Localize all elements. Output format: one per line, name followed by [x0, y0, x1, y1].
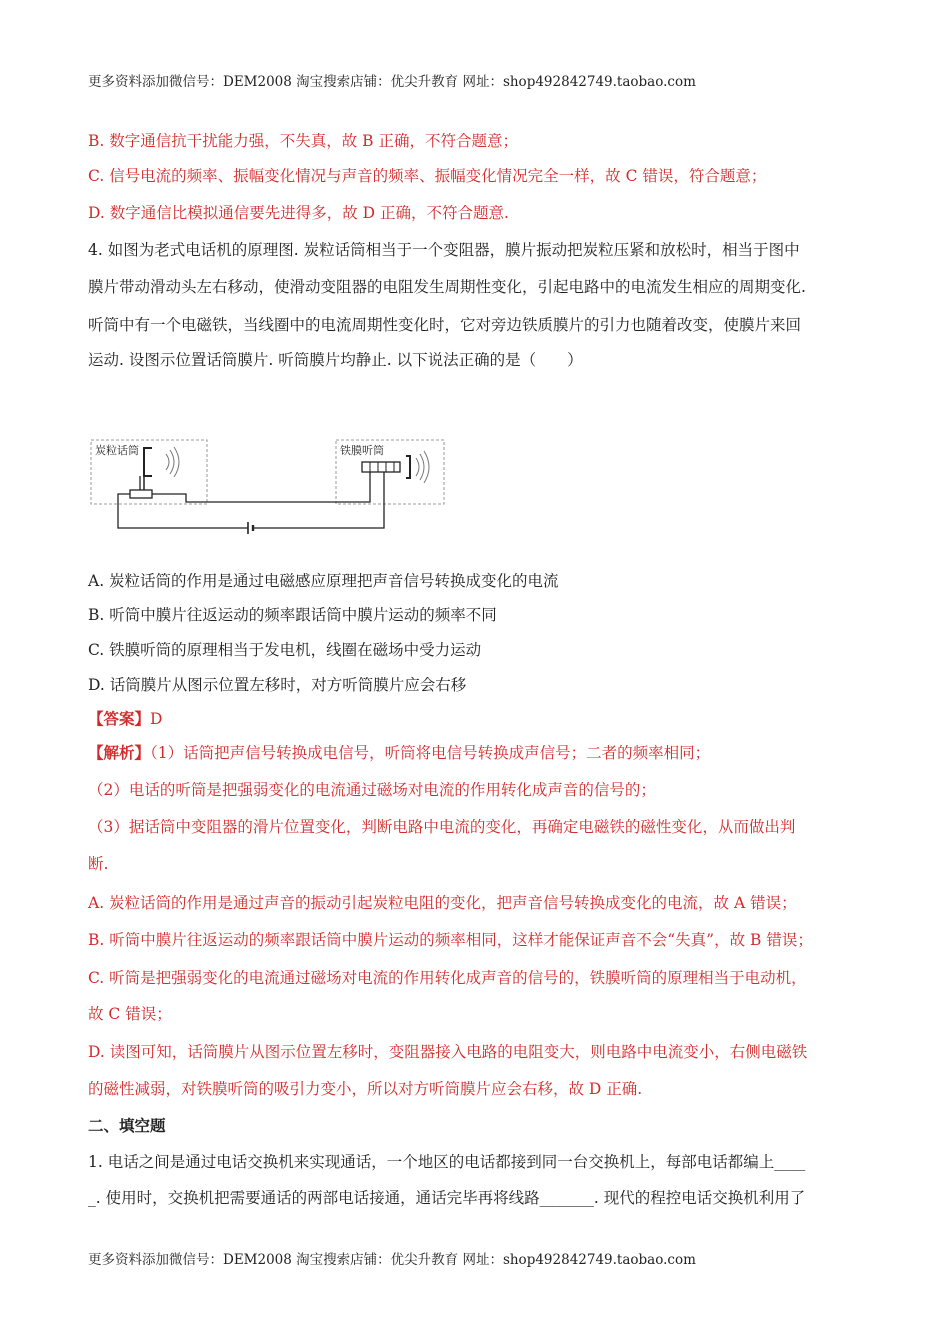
prev-option-d: D. 数字通信比模拟通信要先进得多，故 D 正确，不符合题意.	[88, 204, 509, 222]
analysis-line-1	[88, 743, 710, 763]
carbon-microphone-label: 炭粒话筒	[95, 444, 139, 457]
receiver-sound-wave-icon	[416, 458, 419, 476]
sound-wave-icon	[166, 454, 169, 470]
q4-line-3: 听筒中有一个电磁铁，当线圈中的电流周期性变化时，它对旁边铁质膜片的引力也随着改变，使膜片来回	[88, 316, 802, 334]
analysis-line-6: B. 听筒中膜片往返运动的频率跟话筒中膜片运动的频率相同，这样才能保证声音不会“失真”，故 B 错误；	[88, 931, 813, 949]
answer-value: D	[150, 710, 163, 728]
q4-line-2: 膜片带动滑动头左右移动，使滑动变阻器的电阻发生周期性变化，引起电路中的电流发生相应的周期变化.	[88, 278, 806, 296]
iron-receiver-label: 铁膜听筒	[340, 444, 384, 457]
fill-q1-line-2: _. 使用时，交换机把需要通话的两部电话接通，通话完毕再将线路_______. 现代的程控电话交换机利用了	[88, 1189, 806, 1207]
answer-line	[88, 709, 162, 729]
section-title: 二、填空题	[88, 1116, 166, 1135]
analysis-line-2: （2）电话的听筒是把强弱变化的电流通过磁场对电流的作用转化成声音的信号的；	[88, 781, 656, 799]
analysis-line-7: C. 听筒是把强弱变化的电流通过磁场对电流的作用转化成声音的信号的，铁膜听筒的原理相当于电动机，	[88, 969, 807, 987]
receiver-diaphragm	[406, 456, 410, 478]
analysis-line-3: （3）据话筒中变阻器的滑片位置变化，判断电路中电流的变化，再确定电磁铁的磁性变化，从而做出判	[88, 818, 796, 836]
prev-option-b: B. 数字通信抗干扰能力强，不失真，故 B 正确，不符合题意；	[88, 132, 518, 150]
fill-q1-line-1: 1. 电话之间是通过电话交换机来实现通话，一个地区的电话都接到同一台交换机上，每部电话都编上____	[88, 1153, 806, 1171]
analysis-line-4: 断.	[88, 855, 109, 873]
analysis-line-5: A. 炭粒话筒的作用是通过声音的振动引起炭粒电阻的变化，把声音信号转换成变化的电流，故 A 错误；	[88, 894, 797, 912]
rheostat	[130, 490, 152, 498]
q4-line-1: 4. 如图为老式电话机的原理图. 炭粒话筒相当于一个变阻器，膜片振动把炭粒压紧和放松时，相当于图中	[88, 241, 800, 259]
microphone-diaphragm	[144, 448, 152, 476]
telephone-circuit-figure	[90, 432, 450, 552]
analysis-text: （1）话筒把声信号转换成电信号，听筒将电信号转换成声信号；二者的频率相同；	[150, 744, 711, 762]
q4-option-b: B. 听筒中膜片往返运动的频率跟话筒中膜片运动的频率不同	[88, 606, 497, 624]
page-footer: 更多资料添加微信号：DEM2008 淘宝搜索店铺：优尖升教育 网址：shop492842749.taobao.com	[88, 1252, 696, 1268]
prev-option-c: C. 信号电流的频率、振幅变化情况与声音的频率、振幅变化情况完全一样，故 C 错误，符合题意；	[88, 167, 767, 185]
analysis-line-8: 故 C 错误；	[88, 1005, 172, 1023]
analysis-tag: 【解析】	[88, 743, 151, 762]
q4-option-a: A. 炭粒话筒的作用是通过电磁感应原理把声音信号转换成变化的电流	[88, 572, 559, 590]
analysis-line-9: D. 读图可知，话筒膜片从图示位置左移时，变阻器接入电路的电阻变大，则电路中电流变小，右侧电磁铁	[88, 1043, 808, 1061]
q4-line-4: 运动. 设图示位置话筒膜片. 听筒膜片均静止. 以下说法正确的是（ ）	[88, 351, 583, 369]
q4-option-d: D. 话筒膜片从图示位置左移时，对方听筒膜片应会右移	[88, 676, 467, 694]
page-header: 更多资料添加微信号：DEM2008 淘宝搜索店铺：优尖升教育 网址：shop492842749.taobao.com	[88, 74, 696, 90]
q4-option-c: C. 铁膜听筒的原理相当于发电机，线圈在磁场中受力运动	[88, 641, 482, 659]
answer-tag: 【答案】	[88, 709, 151, 728]
analysis-line-10: 的磁性减弱，对铁膜听筒的吸引力变小，所以对方听筒膜片应会右移，故 D 正确.	[88, 1080, 643, 1098]
